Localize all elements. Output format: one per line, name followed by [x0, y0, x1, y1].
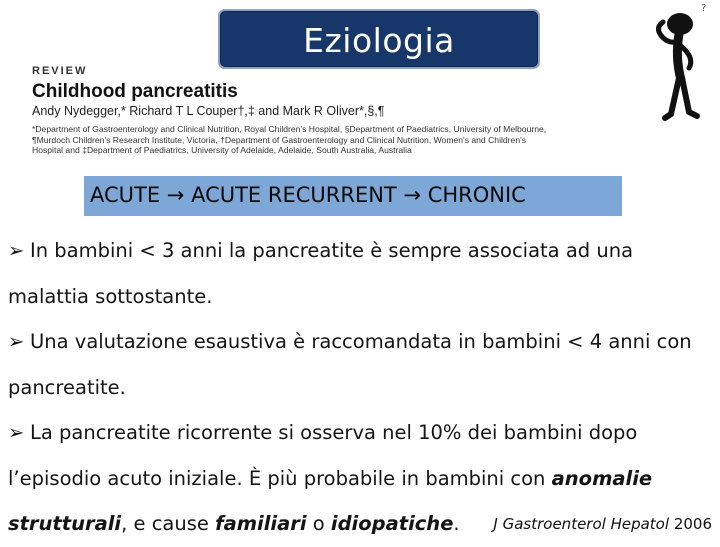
progression-box	[84, 176, 622, 216]
progression-text: ACUTE → ACUTE RECURRENT → CHRONIC	[90, 183, 526, 207]
question-mark-icon: ?	[701, 3, 707, 14]
title-box	[218, 9, 540, 69]
bullet-text: .	[453, 512, 460, 535]
affiliation-line: Hospital and ‡Department of Paediatrics, University of Adelaide, Adelaide, South Australia, Australia	[32, 145, 412, 155]
emphasis-text: anomalie strutturali	[8, 466, 653, 535]
affiliation-line: *Department of Gastroenterology and Clinical Nutrition, Royal Children's Hospital, §Department of Paediatrics, University of Melbourne,	[32, 124, 547, 134]
reference-authors: Andy Nydegger,* Richard T L Couper†,‡ and Mark R Oliver*,§,¶	[32, 104, 385, 118]
bullet-list	[8, 228, 714, 547]
bullet-text: o	[306, 512, 331, 535]
thinking-stick-figure-icon	[645, 2, 715, 122]
bullet-text: , e cause	[121, 512, 216, 535]
arrow-bullet-icon: ➢	[8, 330, 25, 353]
bullet-text: In bambini < 3 anni la pancreatite è sempre associata ad una malattia sottostante.	[8, 239, 634, 308]
emphasis-text: familiari	[215, 512, 307, 535]
reference-title: Childhood pancreatitis	[32, 81, 238, 102]
arrow-bullet-icon: ➢	[8, 421, 25, 444]
citation	[493, 515, 712, 533]
reference-label: REVIEW	[32, 65, 88, 77]
citation-year: 2006	[673, 515, 712, 533]
reference-affiliations	[32, 124, 692, 156]
bullet-text: Una valutazione esaustiva è raccomandata in bambini < 4 anni con pancreatite.	[8, 330, 692, 399]
emphasis-text: idiopatiche	[330, 512, 454, 535]
affiliation-line: ¶Murdoch Children's Research Institute, Victoria, †Department of Gastroenterology and Clinical Nutrition, Women's and Children's	[32, 134, 527, 145]
citation-journal: J Gastroenterol Hepatol	[493, 515, 670, 533]
bullet-item	[8, 319, 714, 410]
bullet-text: La pancreatite ricorrente si osserva nel 10% dei bambini dopo l’episodio acuto iniziale. È più probabile in bambini con	[8, 421, 638, 490]
bullet-item	[8, 228, 714, 319]
slide-title: Eziologia	[303, 21, 455, 60]
arrow-bullet-icon: ➢	[8, 239, 25, 262]
